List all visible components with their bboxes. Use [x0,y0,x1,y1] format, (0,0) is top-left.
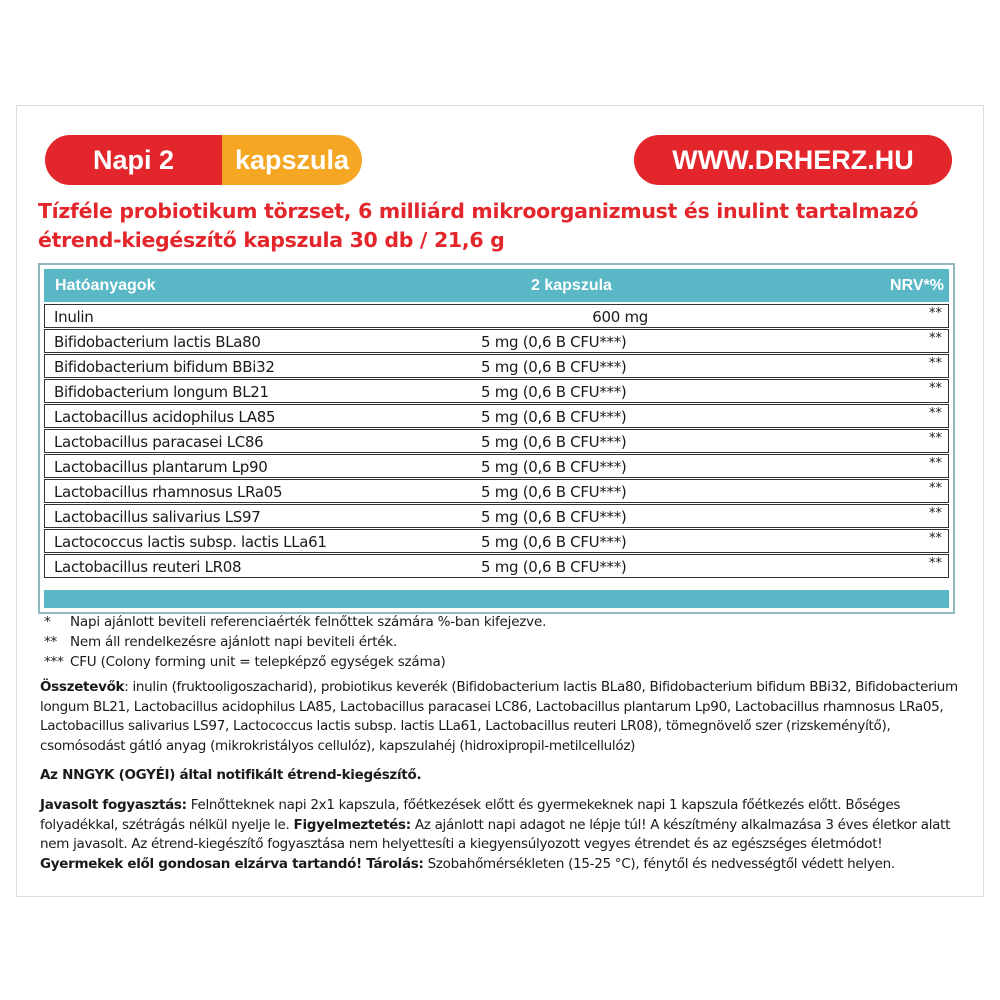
ingredients-label: Összetevők [40,679,125,695]
table-footer-bar [44,590,949,608]
ingredients-table [38,263,955,614]
table-body [44,304,949,579]
ingredient-name: Lactococcus lactis subsp. lactis LLa61 [54,533,327,551]
ingredient-quantity: 5 mg (0,6 B CFU***) [481,433,627,451]
ingredient-nrv: ** [929,531,942,546]
table-row [44,479,949,503]
ingredient-nrv: ** [929,356,942,371]
ingredient-quantity: 5 mg (0,6 B CFU***) [481,358,627,376]
ingredient-quantity: 5 mg (0,6 B CFU***) [481,458,627,476]
usage-label: Javasolt fogyasztás: [40,797,187,813]
footnote-text: Nem áll rendelkezésre ajánlott napi beviteli érték. [70,634,398,650]
table-row [44,529,949,553]
ingredient-quantity: 5 mg (0,6 B CFU***) [481,483,627,501]
footnote-text: Napi ajánlott beviteli referenciaérték felnőttek számára %-ban kifejezve. [70,614,547,630]
footnote-mark: ** [44,634,58,650]
daily-dose-badge [45,135,362,185]
ingredient-name: Lactobacillus reuteri LR08 [54,558,242,576]
ingredient-nrv: ** [929,331,942,346]
ingredient-nrv: ** [929,506,942,521]
product-headline [38,197,968,255]
notification-statement: Az NNGYK (OGYÉI) által notifikált étrend-kiegészítő. [40,767,422,783]
ingredient-nrv: ** [929,481,942,496]
ingredient-name: Lactobacillus paracasei LC86 [54,433,264,451]
ingredient-quantity: 5 mg (0,6 B CFU***) [481,408,627,426]
table-row [44,429,949,453]
ingredient-nrv: ** [929,381,942,396]
ingredient-quantity: 5 mg (0,6 B CFU***) [481,333,627,351]
ingredient-name: Lactobacillus rhamnosus LRa05 [54,483,283,501]
usage-text: Felnőtteknek napi 2x1 kapszula, főétkezések előtt és gyermekeknek napi 1 kapszula főétkezés előtt. Bőséges folyadékkal, szétrágás nélkül nyelje le. [40,797,901,833]
table-header [44,269,949,302]
children-warning: Gyermekek elől gondosan elzárva tartandó! [40,855,362,872]
footnote-mark: *** [44,654,64,670]
ingredient-quantity: 5 mg (0,6 B CFU***) [481,533,627,551]
ingredient-nrv: ** [929,431,942,446]
ingredient-nrv: ** [929,456,942,471]
footnote [44,632,944,652]
ingredient-quantity: 5 mg (0,6 B CFU***) [481,558,627,576]
table-row [44,354,949,378]
daily-dose-unit: kapszula [222,135,362,185]
footnote [44,612,944,632]
footnotes [44,612,944,672]
ingredient-quantity: 5 mg (0,6 B CFU***) [481,508,627,526]
table-row [44,404,949,428]
header-two-capsules: 2 kapszula [531,277,612,294]
storage-text: Szobahőmérsékleten (15-25 °C), fénytől és nedvességtől védett helyen. [423,855,895,872]
ingredient-quantity: 600 mg [592,308,648,326]
ingredient-nrv: ** [929,556,942,571]
table-row [44,379,949,403]
ingredient-name: Inulin [54,308,94,326]
ingredient-quantity: 5 mg (0,6 B CFU***) [481,383,627,401]
daily-dose-count: Napi 2 [45,135,222,185]
table-row [44,504,949,528]
ingredients-paragraph [40,678,970,756]
warning-text: Az ajánlott napi adagot ne lépje túl! A készítmény alkalmazása 3 éves életkor alatt nem javasolt. Az étrend-kiegészítő fogyasztása nem helyettesíti a kiegyensúlyozott vegyes étrendet és az egészséges életmódot! [40,816,951,852]
table-row [44,554,949,578]
table-row [44,304,949,328]
warning-label: Figyelmeztetés: [293,816,411,833]
ingredient-name: Bifidobacterium bifidum BBi32 [54,358,275,376]
ingredient-name: Lactobacillus acidophilus LA85 [54,408,276,426]
header-active-ingredients: Hatóanyagok [55,277,156,294]
headline-line-1: Tízféle probiotikum törzset, 6 milliárd mikroorganizmust és inulint tartalmazó [38,199,919,223]
header-nrv: NRV*% [890,277,944,294]
ingredient-name: Lactobacillus plantarum Lp90 [54,458,268,476]
ingredient-name: Bifidobacterium longum BL21 [54,383,269,401]
ingredient-name: Bifidobacterium lactis BLa80 [54,333,261,351]
ingredient-name: Lactobacillus salivarius LS97 [54,508,261,526]
footnote [44,652,944,672]
ingredient-nrv: ** [929,406,942,421]
ingredient-nrv: ** [929,306,942,321]
headline-line-2: étrend-kiegészítő kapszula 30 db / 21,6 g [38,228,505,252]
footnote-text: CFU (Colony forming unit = telepképző egységek száma) [70,654,446,670]
table-row [44,454,949,478]
website-badge: WWW.DRHERZ.HU [634,135,952,185]
table-row [44,329,949,353]
footnote-mark: * [44,614,51,630]
usage-paragraph [40,796,970,874]
ingredients-text: : inulin (fruktooligoszacharid), probiotikus keverék (Bifidobacterium lactis BLa80, Bifidobacterium bifidum BBi32, Bifidobacterium longum BL21, Lactobacillus acidophilus LA85, Lactobacillus paracasei LC86, Lactobacillus plantarum Lp90, Lactobacillus rhamnosus LRa05, Lactobacillus salivarius LS97, Lactococcus lactis subsp. lactis LLa61, Lactobacillus reuteri LR08), tömegnövelő szer (rizskeményítő), csomósodást gátló anyag (mikrokristályos cellulóz), kapszulahéj (hidroxipropil-metilcellulóz) [40,679,958,754]
storage-label: Tárolás: [361,855,424,872]
